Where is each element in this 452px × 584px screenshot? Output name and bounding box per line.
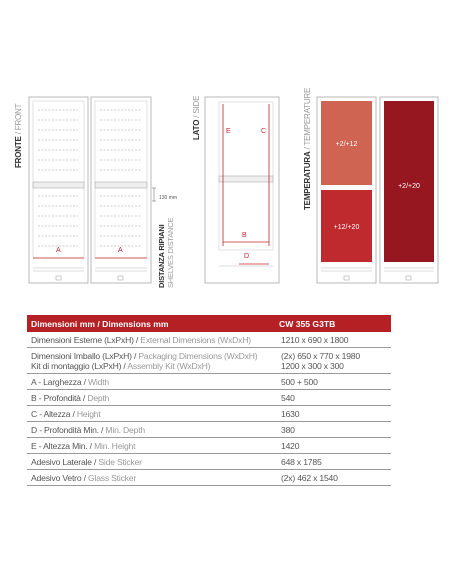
table-row: Dimensioni Esterne (LxPxH) / External Dimensions (WxDxH) 1210 x 690 x 1800 — [27, 332, 391, 348]
table-row: E - Altezza Min. / Min. Height 1420 — [27, 438, 391, 454]
table-row: Adesivo Laterale / Side Sticker 648 x 1785 — [27, 454, 391, 470]
shelves-distance-label: DISTANZA RIPIANI SHELVES DISTANCE — [157, 217, 175, 288]
table-header — [27, 315, 391, 332]
front-label: FRONTE / FRONT — [14, 103, 23, 168]
zone-right — [384, 101, 434, 262]
zone-bottom-left-temp: +12/+20 — [333, 224, 360, 231]
table-row: A - Larghezza / Width 500 + 500 — [27, 374, 391, 390]
temperature-label: TEMPERATURA / TEMPERATURE — [303, 87, 312, 210]
table-row: D - Profondità Min. / Min. Depth 380 — [27, 422, 391, 438]
dimensions-table — [27, 315, 391, 486]
shelf-gap-dimension: 130 mm — [159, 195, 178, 201]
marker-d: D — [244, 253, 250, 260]
table-row: B - Profondità / Depth 540 — [27, 390, 391, 406]
header-model: CW 355 G3TB — [275, 315, 391, 332]
marker-e: E — [226, 128, 231, 135]
table-row: C - Altezza / Height 1630 — [27, 406, 391, 422]
header-label: Dimensioni mm / Dimensions mm — [27, 315, 275, 332]
front-view-drawing — [28, 96, 168, 292]
marker-c: C — [261, 128, 267, 135]
marker-a-left: A — [56, 247, 61, 254]
temperature-zones-drawing — [316, 96, 440, 292]
marker-b: B — [242, 232, 247, 239]
zone-top-left-temp: +2/+12 — [335, 141, 358, 148]
table-row: Dimensioni Imballo (LxPxH) / Packaging Dimensions (WxDxH) Kit di montaggio (LxPxH) / Assembly Kit (WxDxH) (2x) 650 x 770 x 1980 1200 x 300 x 300 — [27, 348, 391, 374]
table-row: Adesivo Vetro / Glass Sticker (2x) 462 x 1540 — [27, 470, 391, 486]
marker-a-right: A — [118, 247, 123, 254]
side-label: LATO / SIDE — [192, 95, 201, 140]
zone-right-temp: +2/+20 — [398, 183, 420, 190]
